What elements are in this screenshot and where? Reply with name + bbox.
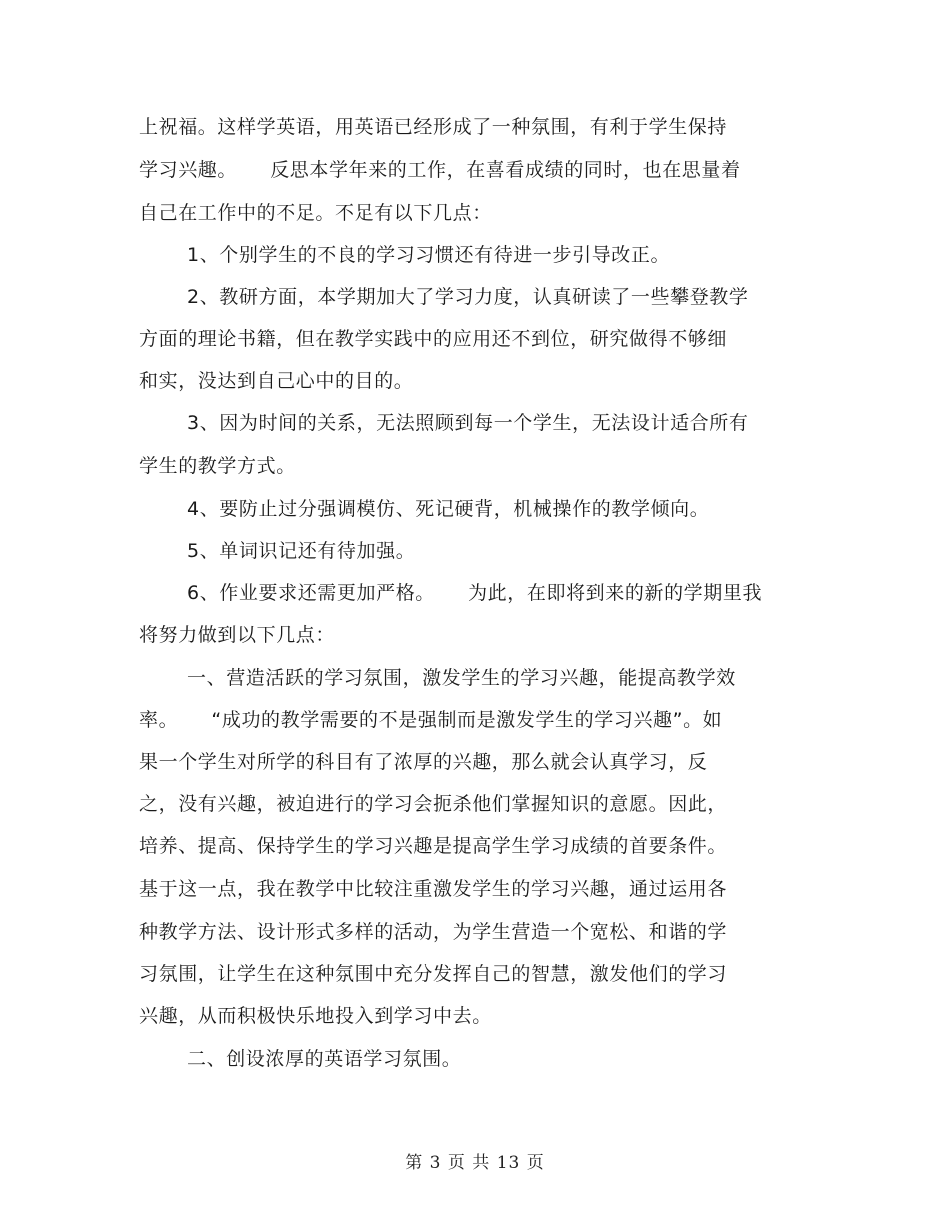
text-line: 二、创设浓厚的英语学习氛围。 xyxy=(187,1048,462,1070)
text-line: 自己在工作中的不足。不足有以下几点： xyxy=(139,202,492,224)
text-line: 基于这一点，我在教学中比较注重激发学生的学习兴趣，通过运用各 xyxy=(139,878,728,900)
text-line: 1、个别学生的不良的学习习惯还有待进一步引导改正。 xyxy=(187,244,671,266)
text-line: 学习兴趣。 反思本学年来的工作，在喜看成绩的同时，也在思量着 xyxy=(139,159,741,181)
text-line: 兴趣，从而积极快乐地投入到学习中去。 xyxy=(139,1005,492,1027)
text-line: 一、营造活跃的学习氛围，激发学生的学习兴趣，能提高教学效 xyxy=(187,667,736,689)
text-line: 率。 “成功的教学需要的不是强制而是激发学生的学习兴趣”。如 xyxy=(139,709,723,731)
text-line: 果一个学生对所学的科目有了浓厚的兴趣，那么就会认真学习，反 xyxy=(139,751,708,773)
text-line: 培养、提高、保持学生的学习兴趣是提高学生学习成绩的首要条件。 xyxy=(139,835,728,857)
text-line: 5、单词识记还有待加强。 xyxy=(187,540,416,562)
text-line: 上祝福。这样学英语，用英语已经形成了一种氛围，有利于学生保持 xyxy=(139,116,728,138)
text-line: 6、作业要求还需更加严格。 为此，在即将到来的新的学期里我 xyxy=(187,582,763,604)
text-line: 3、因为时间的关系，无法照顾到每一个学生，无法设计适合所有 xyxy=(187,412,749,434)
text-line: 种教学方法、设计形式多样的活动，为学生营造一个宽松、和谐的学 xyxy=(139,921,728,943)
page-number-footer: 第 3 页 共 13 页 xyxy=(405,1153,545,1173)
text-line: 学生的教学方式。 xyxy=(139,455,296,477)
text-line: 和实，没达到自己心中的目的。 xyxy=(139,370,414,392)
text-line: 方面的理论书籍，但在教学实践中的应用还不到位，研究做得不够细 xyxy=(139,328,728,350)
text-line: 4、要防止过分强调模仿、死记硬背，机械操作的教学倾向。 xyxy=(187,498,710,520)
text-line: 2、教研方面，本学期加大了学习力度，认真研读了一些攀登教学 xyxy=(187,286,749,308)
text-line: 将努力做到以下几点： xyxy=(139,624,336,646)
text-line: 习氛围，让学生在这种氛围中充分发挥自己的智慧，激发他们的学习 xyxy=(139,963,728,985)
text-line: 之，没有兴趣，被迫进行的学习会扼杀他们掌握知识的意愿。因此， xyxy=(139,793,728,815)
